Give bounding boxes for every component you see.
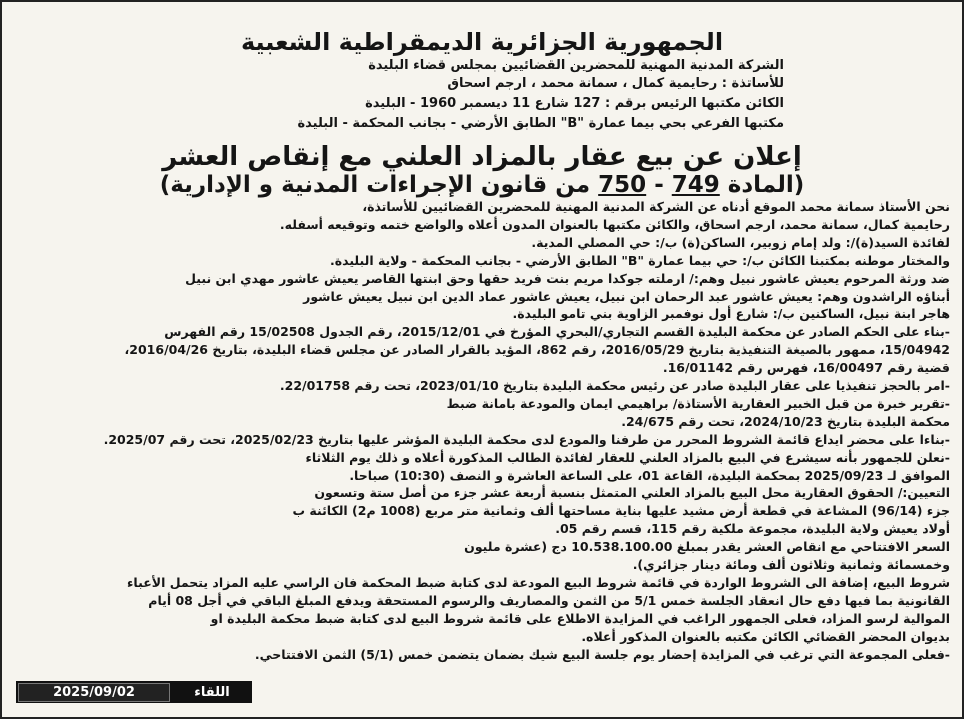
body-line: ضد ورثة المرحوم يعيش عاشور نبيل وهم:/ ارملته جوكدا مريم بنت فريد حقها وحق ابنتها القاصر يعيش عاشور مهدي ابن نبيل: [185, 270, 950, 286]
body-line: لفائدة السيد(ة)/: ولد إمام زوبير، الساكن(ة) ب/: حي المصلي المدية.: [531, 234, 950, 250]
body-line: الموالية لرسو المزاد، فعلى الجمهور الراغب في المزايدة الاطلاع على قائمة شروط البيع لدى كتابة ضبط محكمة البليدة او: [210, 610, 950, 626]
body-line: شروط البيع، إضافة الى الشروط الواردة في قائمة شروط البيع المودعة لدى كتابة ضبط المحكمة فان الراسي عليه المزاد يتحمل الأعباء: [127, 574, 950, 590]
body-line: -تقرير خبرة من قبل الخبير العقارية الأستاذة/ براهيمي ايمان والمودعة بامانة ضبط: [446, 395, 950, 411]
body-line: -بناء على الحكم الصادر عن محكمة البليدة القسم التجاري/البحري المؤرخ في 2015/12/01، رقم الجدول 15/02508 رقم الفهرس: [164, 324, 950, 340]
announcement-subtitle: [2, 172, 962, 198]
newspaper-name: اللقاء: [194, 684, 230, 700]
body-line: محكمة البليدة بتاريخ 2024/10/23، تحت رقم 24/675.: [621, 413, 950, 429]
company-name: الشركة المدنية المهنية للمحضرين القضائيين بمجلس قضاء البليدة: [368, 58, 784, 73]
article-750: 750: [598, 172, 647, 198]
body-line: 15/04942، ممهور بالصيغة التنفيذية بتاريخ 2016/05/29، رقم 862، المؤيد بالقرار الصادر عن مجلس قضاء البليدة، بتاريخ 2016/04/26،: [124, 342, 950, 358]
main-office-address: الكائن مكتبها الرئيس برقم : 127 شارع 11 ديسمبر 1960 - البليدة: [365, 96, 784, 111]
body-line: التعيين:/ الحقوق العقارية محل البيع بالمزاد العلني المتمثل بنسبة أربعة عشر جزء من أصل ستة وتسعون: [314, 485, 950, 501]
body-line: والمختار موطنه بمكتبنا الكائن ب/: حي بيما عمارة "B" الطابق الأرضي - بجانب المحكمة - ولاية البليدة.: [329, 252, 950, 268]
announcement-title: إعلان عن بيع عقار بالمزاد العلني مع إنقاص العشر: [162, 142, 802, 172]
body-line: وخمسمائة وثمانية وثلاثون ألف ومائة دينار جزائري).: [632, 557, 950, 572]
body-line: -امر بالحجز تنفيذيا على عقار البليدة صادر عن رئيس محكمة البليدة بتاريخ 2023/01/10، تحت رقم 22/01758.: [279, 378, 950, 393]
body-line: -فعلى المجموعة التي ترغب في المزايدة إحضار يوم جلسة البيع شيك بضمان يتضمن خمس (5/1) الثمن الافتتاحي.: [254, 646, 950, 662]
body-line: جزء (96/14) المشاعة في قطعة أرض مشيد عليها بناية مساحتها ألف وثمانية متر مربع (1008 م2) الكائنة ب: [292, 503, 950, 519]
partners-line: للأساتذة : رحايمية كمال ، سمانة محمد ، ارجم اسحاق: [447, 76, 784, 91]
subtitle-suffix: من قانون الإجراءات المدنية و الإدارية): [159, 172, 591, 198]
body-line: -بناءا على محضر ايداع قائمة الشروط المحرر من طرفنا والمودع لدى محكمة البليدة المؤشر عليها بتاريخ 2025/02/23، تحت رقم 2025/07.: [103, 431, 950, 447]
republic-title: الجمهورية الجزائرية الديمقراطية الشعبية: [240, 28, 724, 56]
publication-date: 2025/09/02: [18, 683, 170, 702]
body-line: قضية رقم 16/00497، فهرس رقم 16/01142.: [662, 360, 950, 376]
article-749: 749: [671, 172, 720, 198]
body-line: أولاد يعيش ولاية البليدة، مجموعة ملكية رقم 115، قسم رقم 05.: [555, 521, 950, 537]
body-line: أبناؤه الراشدون وهم: يعيش عاشور عبد الرحمان ابن نبيل، يعيش عاشور عماد الدين ابن نبيل يعيش عاشور: [303, 288, 950, 304]
body-line: السعر الافتتاحي مع انقاص العشر يقدر بمبلغ 10.538.100.00 دج (عشرة مليون: [464, 539, 950, 555]
publication-footer: [16, 681, 252, 703]
body-line: نحن الأستاذ سمانة محمد الموقع أدناه عن الشركة المدنية المهنية للمحضرين القضائيين للأساتذة،: [362, 199, 950, 214]
body-line: الموافق لـ 2025/09/23 بمحكمة البليدة، القاعة 01، على الساعة العاشرة و النصف (10:30) صباحا.: [349, 467, 950, 483]
body-line: القانونية بما فيها دفع حال انعقاد الجلسة خمس 5/1 من الثمن والمصاريف والرسوم المستحقة ويدفع المبلغ الباقي في أجل 08 أيام: [148, 592, 950, 608]
body-line: -نعلن للجمهور بأنه سيشرع في البيع بالمزاد العلني للعقار لفائدة الطالب المذكورة أعلاه و ذلك يوم الثلاثاء: [305, 449, 950, 465]
article-dash: -: [654, 172, 664, 198]
branch-office-address: مكتبها الفرعي بحي بيما عمارة "B" الطابق الأرضي - بجانب المحكمة - البليدة: [297, 116, 784, 131]
subtitle-prefix: (المادة: [727, 172, 805, 198]
body-line: بديوان المحضر القضائي الكائن مكتبه بالعنوان المذكور أعلاه.: [581, 628, 950, 644]
body-line: هاجر ابنة نبيل، الساكنين ب/: شارع أول نوفمبر الزاوية بني تامو البليدة.: [512, 306, 950, 322]
body-line: رحايمية كمال، سمانة محمد، ارجم اسحاق، والكائن مكتبها بالعنوان المدون أعلاه والواضع ختمه وتوقيعه أسفله.: [279, 216, 950, 232]
